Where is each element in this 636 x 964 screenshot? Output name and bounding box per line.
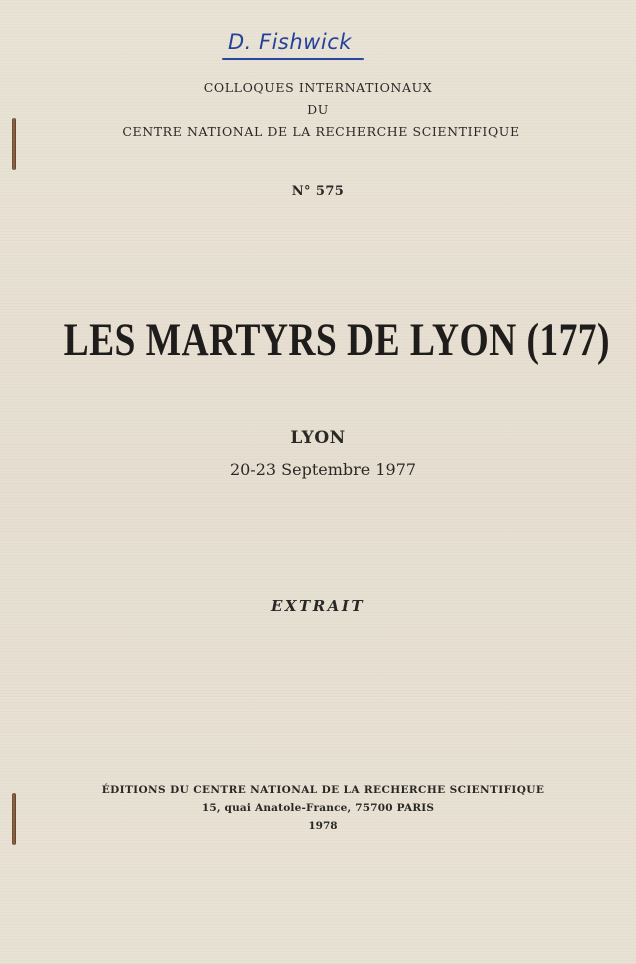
- series-line-du: DU: [307, 102, 329, 117]
- publisher-name: ÉDITIONS DU CENTRE NATIONAL DE LA RECHERCHE SCIENTIFIQUE: [101, 784, 545, 796]
- series-line-centre: CENTRE NATIONAL DE LA RECHERCHE SCIENTIFIQUE: [122, 124, 520, 139]
- signature-text: D. Fishwick: [228, 30, 352, 54]
- signature-underline: [222, 58, 364, 60]
- series-line-colloques: COLLOQUES INTERNATIONAUX: [203, 80, 433, 95]
- series-number: N° 575: [291, 184, 345, 199]
- location: LYON: [290, 428, 346, 448]
- publisher-address: 15, quai Anatole-France, 75700 PARIS: [201, 802, 435, 814]
- handwritten-signature: [220, 28, 370, 68]
- publication-year: 1978: [308, 820, 338, 832]
- event-dates: 20-23 Septembre 1977: [229, 460, 417, 479]
- staple-bottom: [12, 793, 16, 845]
- extract-label: EXTRAIT: [270, 597, 366, 615]
- book-title: LES MARTYRS DE LYON (177): [63, 314, 610, 366]
